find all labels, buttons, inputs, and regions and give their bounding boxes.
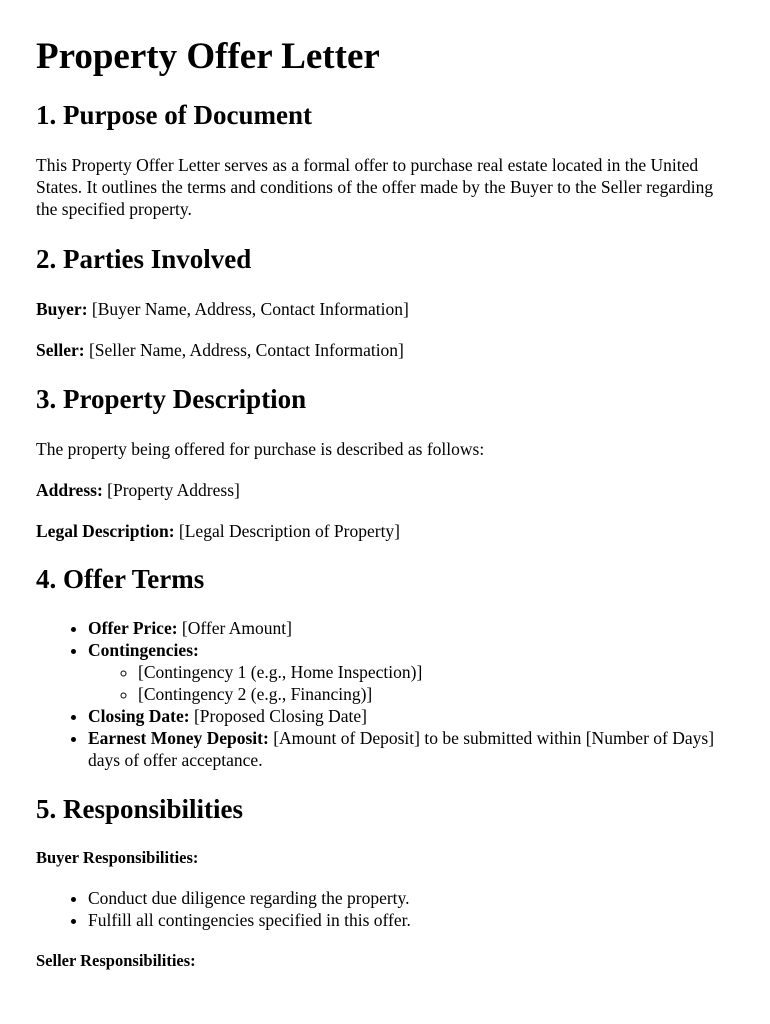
earnest-money-label: Earnest Money Deposit: <box>88 728 269 748</box>
contingencies-list <box>88 661 734 705</box>
address-value: [Property Address] <box>107 480 240 500</box>
offer-price-value: [Offer Amount] <box>181 618 292 638</box>
closing-date-value: [Proposed Closing Date] <box>193 706 368 726</box>
list-item: • Fulfill all contingencies specified in this offer. <box>88 909 734 931</box>
section-heading-property: 3. Property Description <box>36 384 307 414</box>
legal-description-line <box>36 520 734 542</box>
contingencies-label: Contingencies: <box>88 640 199 660</box>
buyer-label: Buyer: <box>36 299 88 319</box>
legal-description-label: Legal Description: <box>36 521 175 541</box>
list-item-contingency: ◦ [Contingency 1 (e.g., Home Inspection)] <box>138 661 734 683</box>
list-item-earnest-money <box>88 727 734 771</box>
seller-line <box>36 339 734 361</box>
section-heading-purpose: 1. Purpose of Document <box>36 100 312 130</box>
property-intro: The property being offered for purchase is described as follows: <box>36 439 485 459</box>
list-item-contingencies <box>88 639 734 705</box>
seller-responsibilities-heading: Seller Responsibilities: <box>36 951 196 970</box>
purpose-paragraph: This Property Offer Letter serves as a formal offer to purchase real estate located in the United States. It outlines the terms and conditions of the offer made by the Buyer to the Seller regarding the specified property. <box>36 155 714 219</box>
buyer-responsibilities-label <box>36 847 734 869</box>
list-item-contingency: ◦ [Contingency 2 (e.g., Financing)] <box>138 683 734 705</box>
seller-label: Seller: <box>36 340 85 360</box>
buyer-responsibilities-heading: Buyer Responsibilities: <box>36 848 199 867</box>
buyer-line <box>36 298 734 320</box>
list-item-closing-date <box>88 705 734 727</box>
section-heading-offer-terms: 4. Offer Terms <box>36 564 205 594</box>
address-label: Address: <box>36 480 103 500</box>
buyer-value: [Buyer Name, Address, Contact Information] <box>91 299 409 319</box>
legal-description-value: [Legal Description of Property] <box>178 521 401 541</box>
offer-terms-list <box>36 617 734 771</box>
seller-value: [Seller Name, Address, Contact Information] <box>88 340 404 360</box>
list-item-offer-price <box>88 617 734 639</box>
section-heading-responsibilities: 5. Responsibilities <box>36 794 244 824</box>
page-title: Property Offer Letter <box>36 36 380 77</box>
list-item: • Conduct due diligence regarding the property. <box>88 887 734 909</box>
buyer-responsibilities-list <box>36 887 734 931</box>
section-heading-parties: 2. Parties Involved <box>36 244 252 274</box>
offer-price-label: Offer Price: <box>88 618 178 638</box>
closing-date-label: Closing Date: <box>88 706 190 726</box>
address-line <box>36 479 734 501</box>
earnest-money-value: [Amount of Deposit] to be submitted within [Number of Days] days of offer acceptance. <box>88 728 715 770</box>
seller-responsibilities-label <box>36 950 734 972</box>
